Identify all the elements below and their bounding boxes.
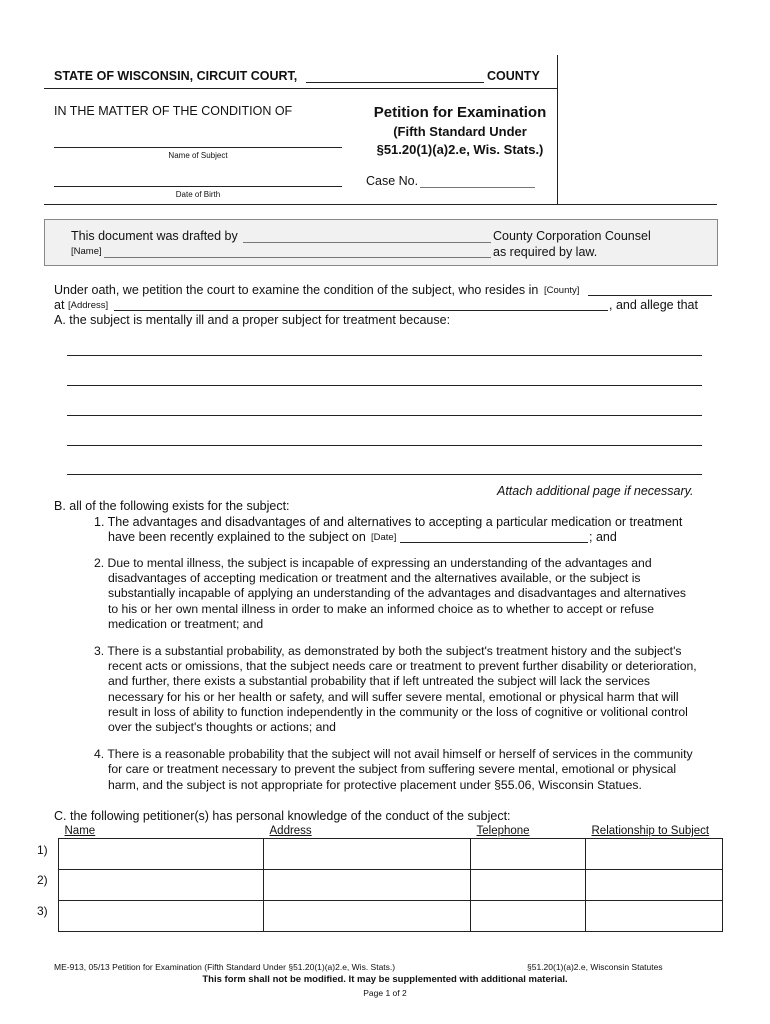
explained-date-blank[interactable] <box>400 542 588 543</box>
required-by-law-label: as required by law. <box>493 245 598 259</box>
petitioner-address-cell[interactable] <box>264 870 471 901</box>
county-hint: [County] <box>544 285 580 296</box>
header-bottom-rule <box>44 204 717 205</box>
b3-line: recent acts or omissions, that the subject needs care or treatment to prevent further disability or deterioration, <box>108 659 697 673</box>
court-heading: STATE OF WISCONSIN, CIRCUIT COURT, <box>54 69 298 83</box>
col-header-telephone: Telephone <box>471 824 586 839</box>
petitioner-address-cell[interactable] <box>264 839 471 870</box>
subject-name-caption: Name of Subject <box>168 151 228 160</box>
b4-line: 4. There is a reasonable probability that the subject will not avail himself or herself of services in the community <box>94 747 693 761</box>
reason-line[interactable] <box>67 355 702 356</box>
b3-line: over the subject's thoughts or actions; and <box>108 720 336 734</box>
header-rule <box>44 88 557 89</box>
petitioner-name-cell[interactable] <box>59 901 264 932</box>
b4-line: harm, and the subject is not appropriate for protective placement under §55.06, Wisconsin Statues. <box>108 778 642 792</box>
b3-line: 3. There is a substantial probability, as demonstrated by both the subject's treatment history and the subject's <box>94 644 682 658</box>
subtitle-line1: (Fifth Standard Under <box>393 124 527 139</box>
petitioners-table <box>58 824 723 932</box>
b1-end: ; and <box>589 530 617 544</box>
address-hint: [Address] <box>68 300 109 311</box>
petitioner-name-cell[interactable] <box>59 839 264 870</box>
date-of-birth-blank[interactable] <box>54 186 342 187</box>
subject-name-blank[interactable] <box>54 147 342 148</box>
reason-line[interactable] <box>67 415 702 416</box>
b3-line: and further, there exists a substantial probability that if left untreated the subject will lack the services <box>108 674 650 688</box>
b3-line: necessary for his or her health or safety, and will suffer severe mental, emotional or physical harm that will <box>108 690 679 704</box>
b2-line: substantially incapable of applying an understanding of the advantages and disadvantages and alternatives <box>108 586 686 600</box>
case-no-label: Case No. <box>366 174 419 188</box>
petitioner-name-cell[interactable] <box>59 870 264 901</box>
col-header-name: Name <box>59 824 264 839</box>
petitioner-relationship-cell[interactable] <box>586 901 723 932</box>
table-row <box>59 901 723 932</box>
date-hint: [Date] <box>371 532 397 543</box>
matter-label: IN THE MATTER OF THE CONDITION OF <box>54 104 293 118</box>
table-row <box>59 870 723 901</box>
b2-line: medication or treatment; and <box>108 617 264 631</box>
petitioner-address-cell[interactable] <box>264 901 471 932</box>
drafted-by-blank[interactable] <box>243 242 491 243</box>
page-title: Petition for Examination <box>373 104 547 121</box>
petitioner-telephone-cell[interactable] <box>471 901 586 932</box>
col-header-relationship: Relationship to Subject <box>586 824 723 839</box>
item-b-text: B. all of the following exists for the subject: <box>54 499 290 513</box>
b4-line: for care or treatment necessary to prevent the subject from suffering severe mental, emotional or physical <box>108 762 677 776</box>
form-id: ME-913, 05/13 Petition for Examination (Fifth Standard Under §51.20(1)(a)2.e, Wis. Stats.) <box>54 962 396 972</box>
item-a-text: A. the subject is mentally ill and a proper subject for treatment because: <box>54 313 451 327</box>
attach-note: Attach additional page if necessary. <box>497 484 694 498</box>
at-label: at <box>54 298 65 312</box>
row-number: 1) <box>37 843 48 857</box>
table-row <box>59 839 723 870</box>
drafted-name-blank[interactable] <box>104 257 491 258</box>
b2-line: 2. Due to mental illness, the subject is incapable of expressing an understanding of the advantages and <box>94 556 652 570</box>
petitioner-telephone-cell[interactable] <box>471 870 586 901</box>
b1-line2: have been recently explained to the subject on <box>108 530 366 544</box>
resides-county-blank[interactable] <box>588 295 712 296</box>
drafted-by-label: This document was drafted by <box>71 229 238 243</box>
petitioner-telephone-cell[interactable] <box>471 839 586 870</box>
county-blank[interactable] <box>306 82 484 83</box>
reason-line[interactable] <box>67 385 702 386</box>
drafted-name-hint: [Name] <box>71 246 102 257</box>
b2-line: to his or her own mental illness in order to make an informed choice as to whether to accept or refuse <box>108 602 655 616</box>
allege-text: , and allege that <box>609 298 698 312</box>
b1-line1: 1. The advantages and disadvantages of and alternatives to accepting a particular medication or treatment <box>94 515 683 529</box>
resides-address-blank[interactable] <box>114 310 608 311</box>
b2-line: disadvantages of accepting medication or treatment and the alternatives available, or the subject is <box>108 571 641 585</box>
row-number: 2) <box>37 873 48 887</box>
reason-line[interactable] <box>67 445 702 446</box>
subtitle-line2: §51.20(1)(a)2.e, Wis. Stats.) <box>376 142 544 157</box>
no-modify-notice: This form shall not be modified. It may be supplemented with additional material. <box>202 974 568 985</box>
county-counsel-label: County Corporation Counsel <box>493 229 651 243</box>
reason-line[interactable] <box>67 474 702 475</box>
item-c-text: C. the following petitioner(s) has personal knowledge of the conduct of the subject: <box>54 809 511 823</box>
date-of-birth-caption: Date of Birth <box>175 190 221 199</box>
case-no-blank[interactable] <box>420 187 535 188</box>
under-oath-text: Under oath, we petition the court to examine the condition of the subject, who resides in <box>54 283 539 297</box>
col-header-address: Address <box>264 824 471 839</box>
county-label: COUNTY <box>487 69 540 83</box>
b3-line: result in loss of ability to function independently in the community or the loss of cognitive or volitional control <box>108 705 688 719</box>
petitioner-relationship-cell[interactable] <box>586 839 723 870</box>
statute-ref: §51.20(1)(a)2.e, Wisconsin Statutes <box>527 962 663 972</box>
row-number: 3) <box>37 904 48 918</box>
petitioner-relationship-cell[interactable] <box>586 870 723 901</box>
page-number: Page 1 of 2 <box>363 988 407 998</box>
